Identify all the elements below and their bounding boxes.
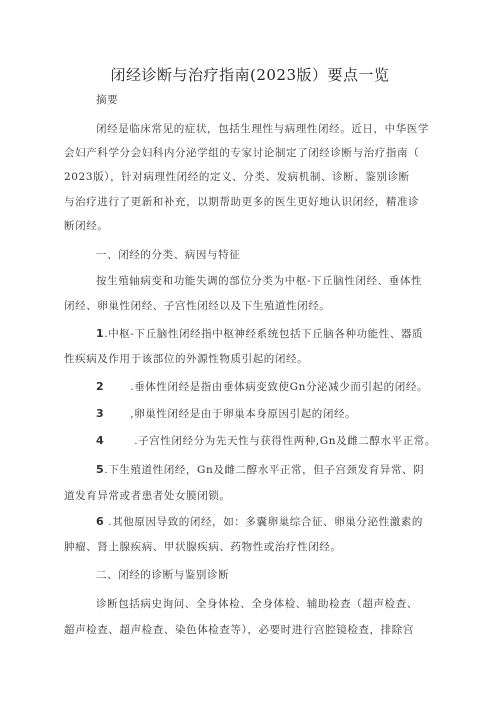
list-item bbox=[96, 327, 423, 341]
item-number: 2 bbox=[96, 380, 105, 393]
item-text: 肿瘤、肾上腺疾病、甲状腺疾病、药物性或治疗性闭经。 bbox=[64, 541, 342, 553]
item-text: .中枢-下丘脑性闭经指中枢神经系统包括下丘脑各种功能性、器质 bbox=[104, 328, 424, 340]
section-heading: 一、闭经的分类、病因与特征 bbox=[96, 249, 241, 261]
list-item bbox=[96, 407, 356, 421]
section-text-line: 超声检查、超声检查、染色体检查等），必要时进行宫腔镜检查，排除宫 bbox=[64, 624, 414, 636]
item-text: 道发育异常或者患者处女膜闭锁。 bbox=[64, 490, 231, 502]
list-item bbox=[96, 515, 423, 529]
item-number: 3 bbox=[96, 407, 105, 420]
section-heading: 二、闭经的诊断与鉴别诊断 bbox=[96, 569, 230, 581]
item-text: .其他原因导致的闭经，如：多囊卵巢综合征、卵巢分泌性激素的 bbox=[108, 516, 424, 528]
item-text: .垂体性闭经是指由垂体病变致使Gn分泌减少而引起的闭经。 bbox=[130, 381, 429, 393]
item-number: 4 bbox=[96, 434, 105, 447]
abstract-line: 闭经是临床常见的症状，包括生理性与病理性闭经。近日，中华医学 bbox=[96, 123, 429, 135]
list-item bbox=[96, 380, 428, 394]
item-text: .子宫性闭经分为先天性与获得性两种,Gn及雌二醇水平正常。 bbox=[134, 435, 436, 447]
section-text-line: 诊断包括病史询问、全身体检、全身体检、辅助检查（超声检查、 bbox=[96, 598, 418, 610]
section-text-line: 按生殖轴病变和功能失调的部位分类为中枢-下丘脑性闭经、垂体性 bbox=[96, 275, 423, 287]
list-item bbox=[96, 463, 424, 477]
abstract-line: 与治疗进行了更新和补充，以期帮助更多的医生更好地认识闭经，精准诊 bbox=[64, 196, 420, 208]
item-text: 性疾病及作用于该部位的外源性物质引起的闭经。 bbox=[64, 353, 309, 365]
list-item bbox=[96, 434, 436, 448]
item-text: ,卵巢性闭经是由于卵巢本身原因引起的闭经。 bbox=[130, 408, 357, 420]
item-number: 5 bbox=[96, 463, 105, 476]
item-number: 1 bbox=[96, 327, 105, 340]
document-title: 闭经诊断与治疗指南(2023版）要点一览 bbox=[110, 66, 390, 84]
abstract-line: 断闭经。 bbox=[64, 220, 109, 232]
abstract-line: 会妇产科学分会妇科内分泌学组的专家讨论制定了闭经诊断与治疗指南（ bbox=[64, 147, 420, 159]
item-number: 6 bbox=[96, 515, 105, 528]
section-text-line: 闭经、卵巢性闭经、子宫性闭经以及下生殖道性闭经。 bbox=[64, 300, 331, 312]
abstract-line: 2023版），针对病理性闭经的定义、分类、发病机制、诊断、鉴别诊断 bbox=[64, 171, 410, 183]
abstract-label: 摘要 bbox=[96, 94, 119, 106]
item-text: .下生殖道性闭经，Gn及雌二醇水平正常，但子宫颈发育异常、阴 bbox=[104, 464, 425, 476]
